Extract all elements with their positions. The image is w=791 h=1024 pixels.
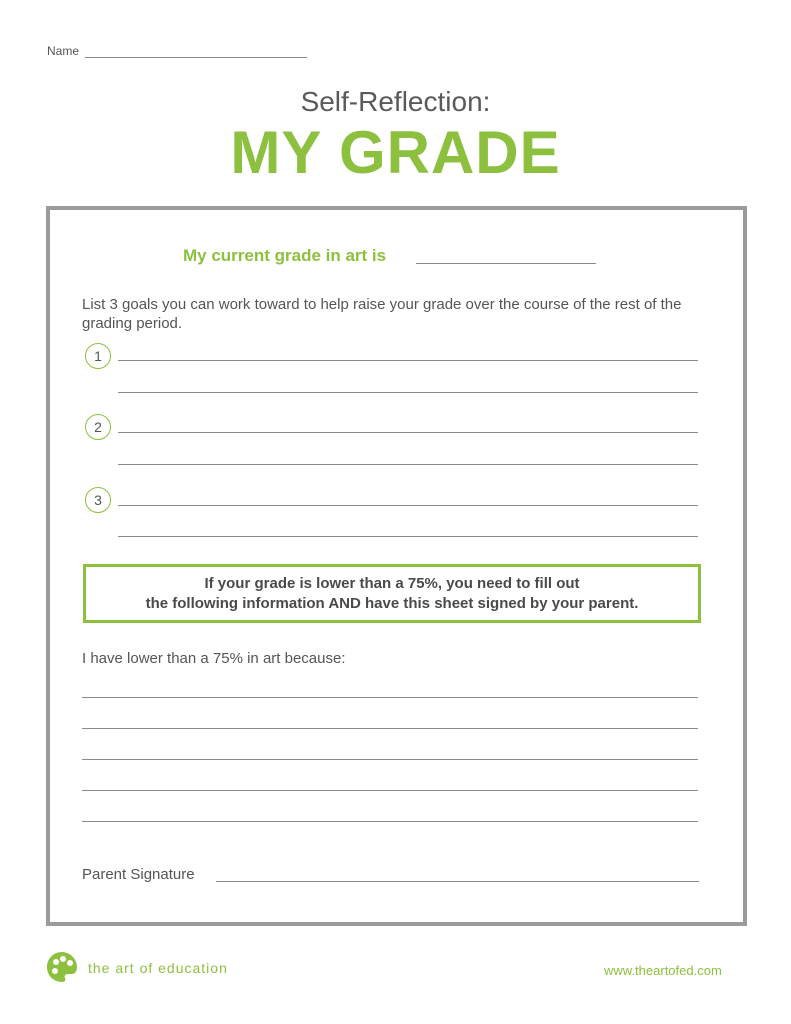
goal-2-line-1[interactable] [118,432,698,433]
goal-2-line-2[interactable] [118,464,698,465]
goal-number-badge: 3 [85,487,111,513]
goal-number-badge: 1 [85,343,111,369]
reason-line-5[interactable] [82,821,698,822]
reason-line-1[interactable] [82,697,698,698]
page-subtitle: Self-Reflection: [300,86,491,117]
reason-line-4[interactable] [82,790,698,791]
name-field-line[interactable] [85,57,307,58]
goal-number-badge: 2 [85,414,111,440]
notice-line-1: If your grade is lower than a 75%, you need to fill out [204,575,580,592]
goal-3-line-1[interactable] [118,505,698,506]
reason-label: I have lower than a 75% in art because: [82,650,346,667]
goal-1-line-2[interactable] [118,392,698,393]
reason-line-3[interactable] [82,759,698,760]
parent-signature-line[interactable] [216,881,699,882]
goal-3-line-2[interactable] [118,536,698,537]
notice-text [83,574,701,614]
website-link[interactable]: www.theartofed.com [604,963,722,978]
palette-logo-icon [46,950,78,984]
current-grade-label: My current grade in art is [183,246,387,265]
brand-name: the art of education [88,960,228,976]
current-grade-field-line[interactable] [416,263,596,264]
page-title: MY GRADE [230,119,561,186]
reason-line-2[interactable] [82,728,698,729]
goals-instructions: List 3 goals you can work toward to help raise your grade over the course of the rest of the grading period. [82,296,682,332]
parent-signature-label: Parent Signature [82,866,195,883]
notice-line-2: the following information AND have this sheet signed by your parent. [145,595,639,612]
name-label: Name [47,44,80,58]
goal-1-line-1[interactable] [118,360,698,361]
